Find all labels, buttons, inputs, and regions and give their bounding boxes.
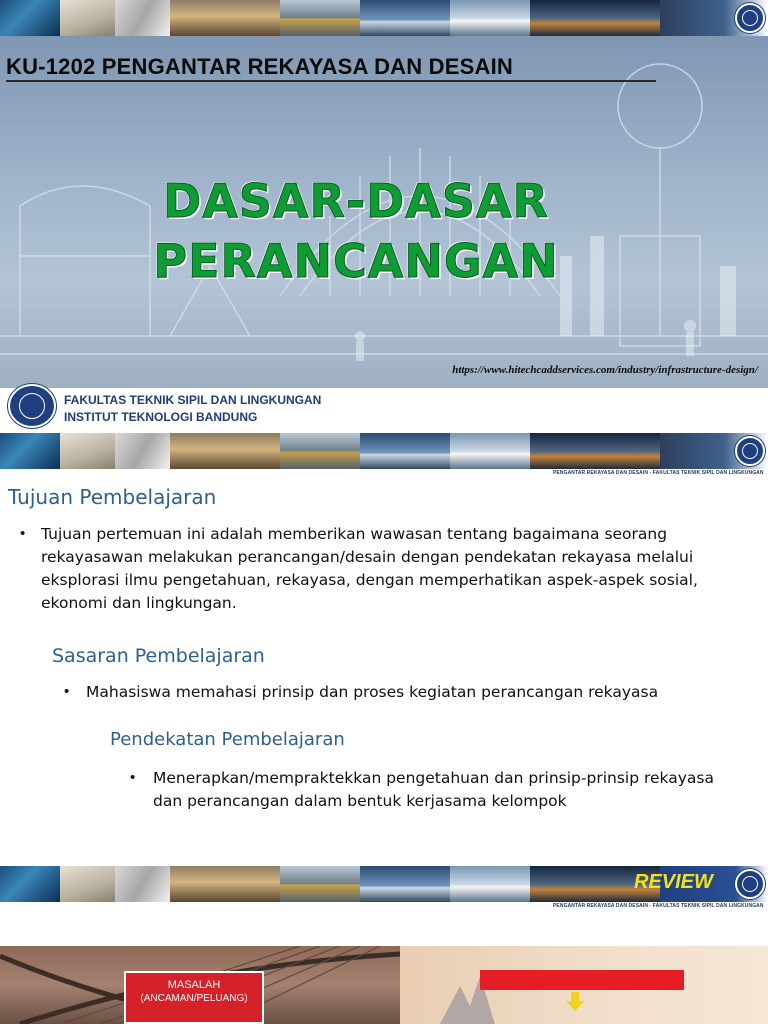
bullet-marker: • <box>130 769 136 786</box>
banner-photo-city <box>450 866 530 902</box>
bullet-line: ekonomi dan lingkungan. <box>41 594 237 612</box>
photo-banner <box>0 0 768 36</box>
review-label: REVIEW <box>634 871 713 893</box>
photo-banner <box>0 433 768 469</box>
banner-photo-engineer <box>0 0 60 36</box>
slide-title-line-2: PERANCANGAN <box>153 234 559 288</box>
arrow-down-icon <box>566 992 584 1012</box>
section-heading-tujuan: Tujuan Pembelajaran <box>8 485 217 509</box>
banner-photo-blueprint <box>115 433 170 469</box>
slide-title <box>0 0 768 433</box>
banner-photo-drawing <box>60 433 115 469</box>
bullet-text-pendekatan <box>153 767 714 813</box>
banner-photo-bridge <box>360 433 450 469</box>
faculty-name: FAKULTAS TEKNIK SIPIL DAN LINGKUNGAN <box>64 393 322 407</box>
itb-crest-icon <box>735 869 765 899</box>
itb-crest-icon <box>735 3 765 33</box>
institute-name: INSTITUT TEKNOLOGI BANDUNG <box>64 410 258 424</box>
banner-photo-engineer <box>0 433 60 469</box>
banner-photo-crane <box>280 0 360 36</box>
bullet-text-sasaran <box>86 681 658 704</box>
red-label-bar <box>480 970 684 990</box>
banner-photo-drawing <box>60 0 115 36</box>
faculty-block <box>64 392 321 426</box>
bullet-line: rekayasawan melakukan perancangan/desain dengan pendekatan rekayasa melalui <box>41 548 694 566</box>
course-title: KU-1202 PENGANTAR REKAYASA DAN DESAIN <box>6 54 513 79</box>
itb-crest-icon <box>735 436 765 466</box>
banner-photo-city <box>450 0 530 36</box>
image-source-url: https://www.hitechcaddservices.com/industry/infrastructure-design/ <box>452 364 758 376</box>
masalah-box <box>124 971 264 1024</box>
banner-caption: PENGANTAR REKAYASA DAN DESAIN - FAKULTAS TEKNIK SIPIL DAN LINGKUNGAN <box>553 470 764 476</box>
bullet-line: dan perancangan dalam bentuk kerjasama kelompok <box>153 792 567 810</box>
banner-caption: PENGANTAR REKAYASA DAN DESAIN - FAKULTAS TEKNIK SIPIL DAN LINGKUNGAN <box>553 903 764 909</box>
section-heading-pendekatan: Pendekatan Pembelajaran <box>110 729 345 750</box>
bullet-line: Menerapkan/mempraktekkan pengetahuan dan prinsip-prinsip rekayasa <box>153 769 714 787</box>
banner-photo-skyline <box>530 433 660 469</box>
banner-photo-construction <box>170 866 280 902</box>
banner-photo-skyline <box>530 0 660 36</box>
title-underline <box>6 80 656 82</box>
banner-photo-bridge <box>360 0 450 36</box>
masalah-subtitle: (ANCAMAN/PELUANG) <box>140 993 248 1004</box>
bullet-line: eksplorasi ilmu pengetahuan, rekayasa, dengan memperhatikan aspek-aspek sosial, <box>41 571 698 589</box>
banner-photo-bridge <box>360 866 450 902</box>
banner-photo-crane <box>280 866 360 902</box>
banner-photo-engineer <box>0 866 60 902</box>
bullet-marker: • <box>20 525 26 542</box>
bullet-marker: • <box>64 683 70 700</box>
bullet-line: Mahasiswa memahasi prinsip dan proses kegiatan perancangan rekayasa <box>86 683 659 701</box>
masalah-title: MASALAH <box>167 979 221 991</box>
slide-title-line-1: DASAR-DASAR <box>163 174 549 228</box>
banner-photo-construction <box>170 0 280 36</box>
banner-photo-crane <box>280 433 360 469</box>
banner-photo-blueprint <box>115 866 170 902</box>
banner-photo-drawing <box>60 866 115 902</box>
bullet-line: Tujuan pertemuan ini adalah memberikan wawasan tentang bagaimana seorang <box>41 525 668 543</box>
slide-objectives <box>0 433 768 866</box>
banner-photo-construction <box>170 433 280 469</box>
bullet-text-tujuan <box>41 523 698 615</box>
section-heading-sasaran: Sasaran Pembelajaran <box>52 645 265 667</box>
banner-photo-blueprint <box>115 0 170 36</box>
banner-photo-city <box>450 433 530 469</box>
